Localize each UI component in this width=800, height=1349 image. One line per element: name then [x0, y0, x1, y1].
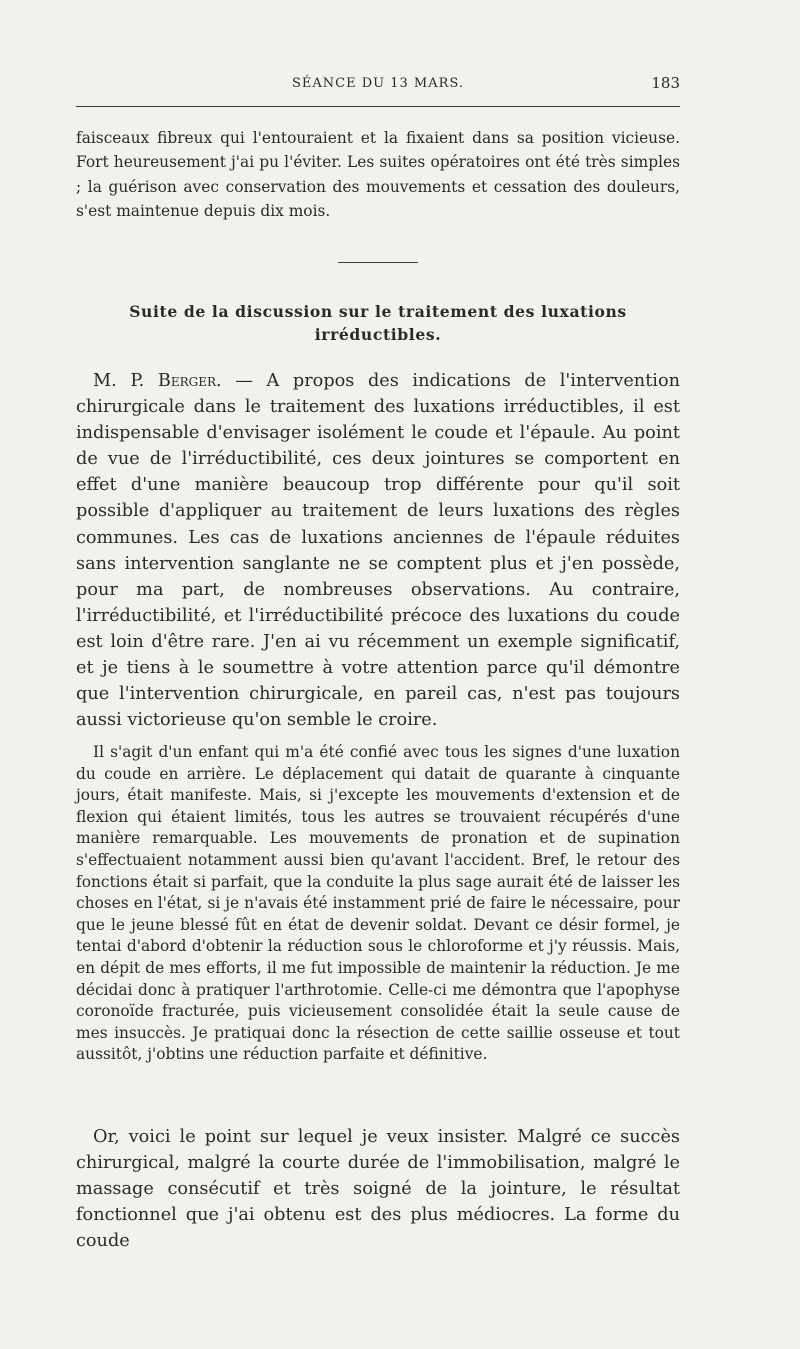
speaker-paragraph: M. P. Berger. — A propos des indications de l'intervention chirurgicale dans le traitement des luxations irréductibles, il est indispensable d'envisager isolément le coude et l'épaule. Au point de vue de l'irréductibilité, ces deux jointures se comportent en effet d'une manière beaucoup trop différente pour qu'il soit possible d'appliquer au traitement de leurs luxations des règles communes. Les cas de luxations anciennes de l'épaule réduites sans intervention sanglante ne se comptent plus et j'en possède, pour ma part, de nombreuses observations. Au contraire, l'irréductibilité, et l'irréductibilité précoce des luxations du coude est loin d'être rare. J'en ai vu récemment un exemple significatif, et je tiens à le soumettre à votre attention parce qu'il démontre que l'intervention chirurgicale, en pareil cas, n'est pas toujours aussi victorieuse qu'on semble le croire.: [76, 371, 681, 731]
header-rule: [76, 106, 680, 107]
page-number: 183: [651, 74, 680, 92]
case-report-paragraph: Il s'agit d'un enfant qui m'a été confié avec tous les signes d'une luxation du coude en arrière. Le déplacement qui datait de quarante à cinquante jours, était manifeste. Mais, si j'excepte les mouvements d'extension et de flexion qui étaient limités, tous les autres se trouvaient récupérés d'une manière remarquable. Les mouvements de pronation et de supination s'effectuaient notamment aussi bien qu'avant l'accident. Bref, le retour des fonctions était si parfait, que la conduite la plus sage aurait été de laisser les choses en l'état, si je n'avais été instamment prié de faire le nécessaire, pour que le jeune blessé fût en état de devenir soldat. Devant ce désir formel, je tentai d'abord d'obtenir la réduction sous le chloroforme et j'y réussis. Mais, en dépit de mes efforts, il me fut impossible de maintenir la réduction. Je me décidai donc à pratiquer l'arthrotomie. Celle-ci me démontra que l'apophyse coronoïde fracturée, puis vicieusement consolidée était la seule cause de mes insuccès. Je pratiquai donc la résection de cette saillie osseuse et tout aussitôt, j'obtins une réduction parfaite et définitive.: [76, 743, 680, 1064]
speaker-text: A propos des indications de l'intervention chirurgicale dans le traitement des luxations irréductibles, il est indispensable d'envisager isolément le coude et l'épaule. Au point de vue de l'irréductibilité, ces deux jointures se comportent en effet d'une manière beaucoup trop différente pour qu'il soit possible d'appliquer au traitement de leurs luxations des règles communes. Les cas de luxations anciennes de l'épaule réduites sans intervention sanglante ne se comptent plus et j'en possède, pour ma part, de nombreuses observations. Au contraire, l'irréductibilité, et l'irréductibilité précoce des luxations du coude est loin d'être rare. J'en ai vu récemment un exemple significatif, et je tiens à le soumettre à votre attention parce qu'il démontre que l'intervention chirurgicale, en pareil cas, n'est pas toujours aussi victorieuse qu'on semble le croire.: [76, 371, 681, 731]
speaker-initials: M. P.: [93, 371, 145, 391]
speaker-dash: —: [235, 371, 253, 391]
page-header: [76, 76, 680, 96]
paragraph-continued: faisceaux fibreux qui l'entouraient et la fixaient dans sa position vicieuse. Fort heureusement j'ai pu l'éviter. Les suites opératoires ont été très simples ; la guérison avec conservation des mouvements et cessation des douleurs, s'est maintenue depuis dix mois.: [76, 129, 680, 220]
conclusion-paragraph: Or, voici le point sur lequel je veux insister. Malgré ce succès chirurgical, malgré la courte durée de l'immobilisation, malgré le massage consécutif et très soigné de la jointure, le résultat fonctionnel que j'ai obtenu est des plus médiocres. La forme du coude: [76, 1127, 680, 1251]
running-title: SÉANCE DU 13 MARS.: [292, 76, 464, 91]
speaker-surname: Berger: [157, 371, 217, 391]
section-separator: [338, 262, 418, 263]
section-title: Suite de la discussion sur le traitement des luxations irréductibles.: [129, 302, 627, 344]
